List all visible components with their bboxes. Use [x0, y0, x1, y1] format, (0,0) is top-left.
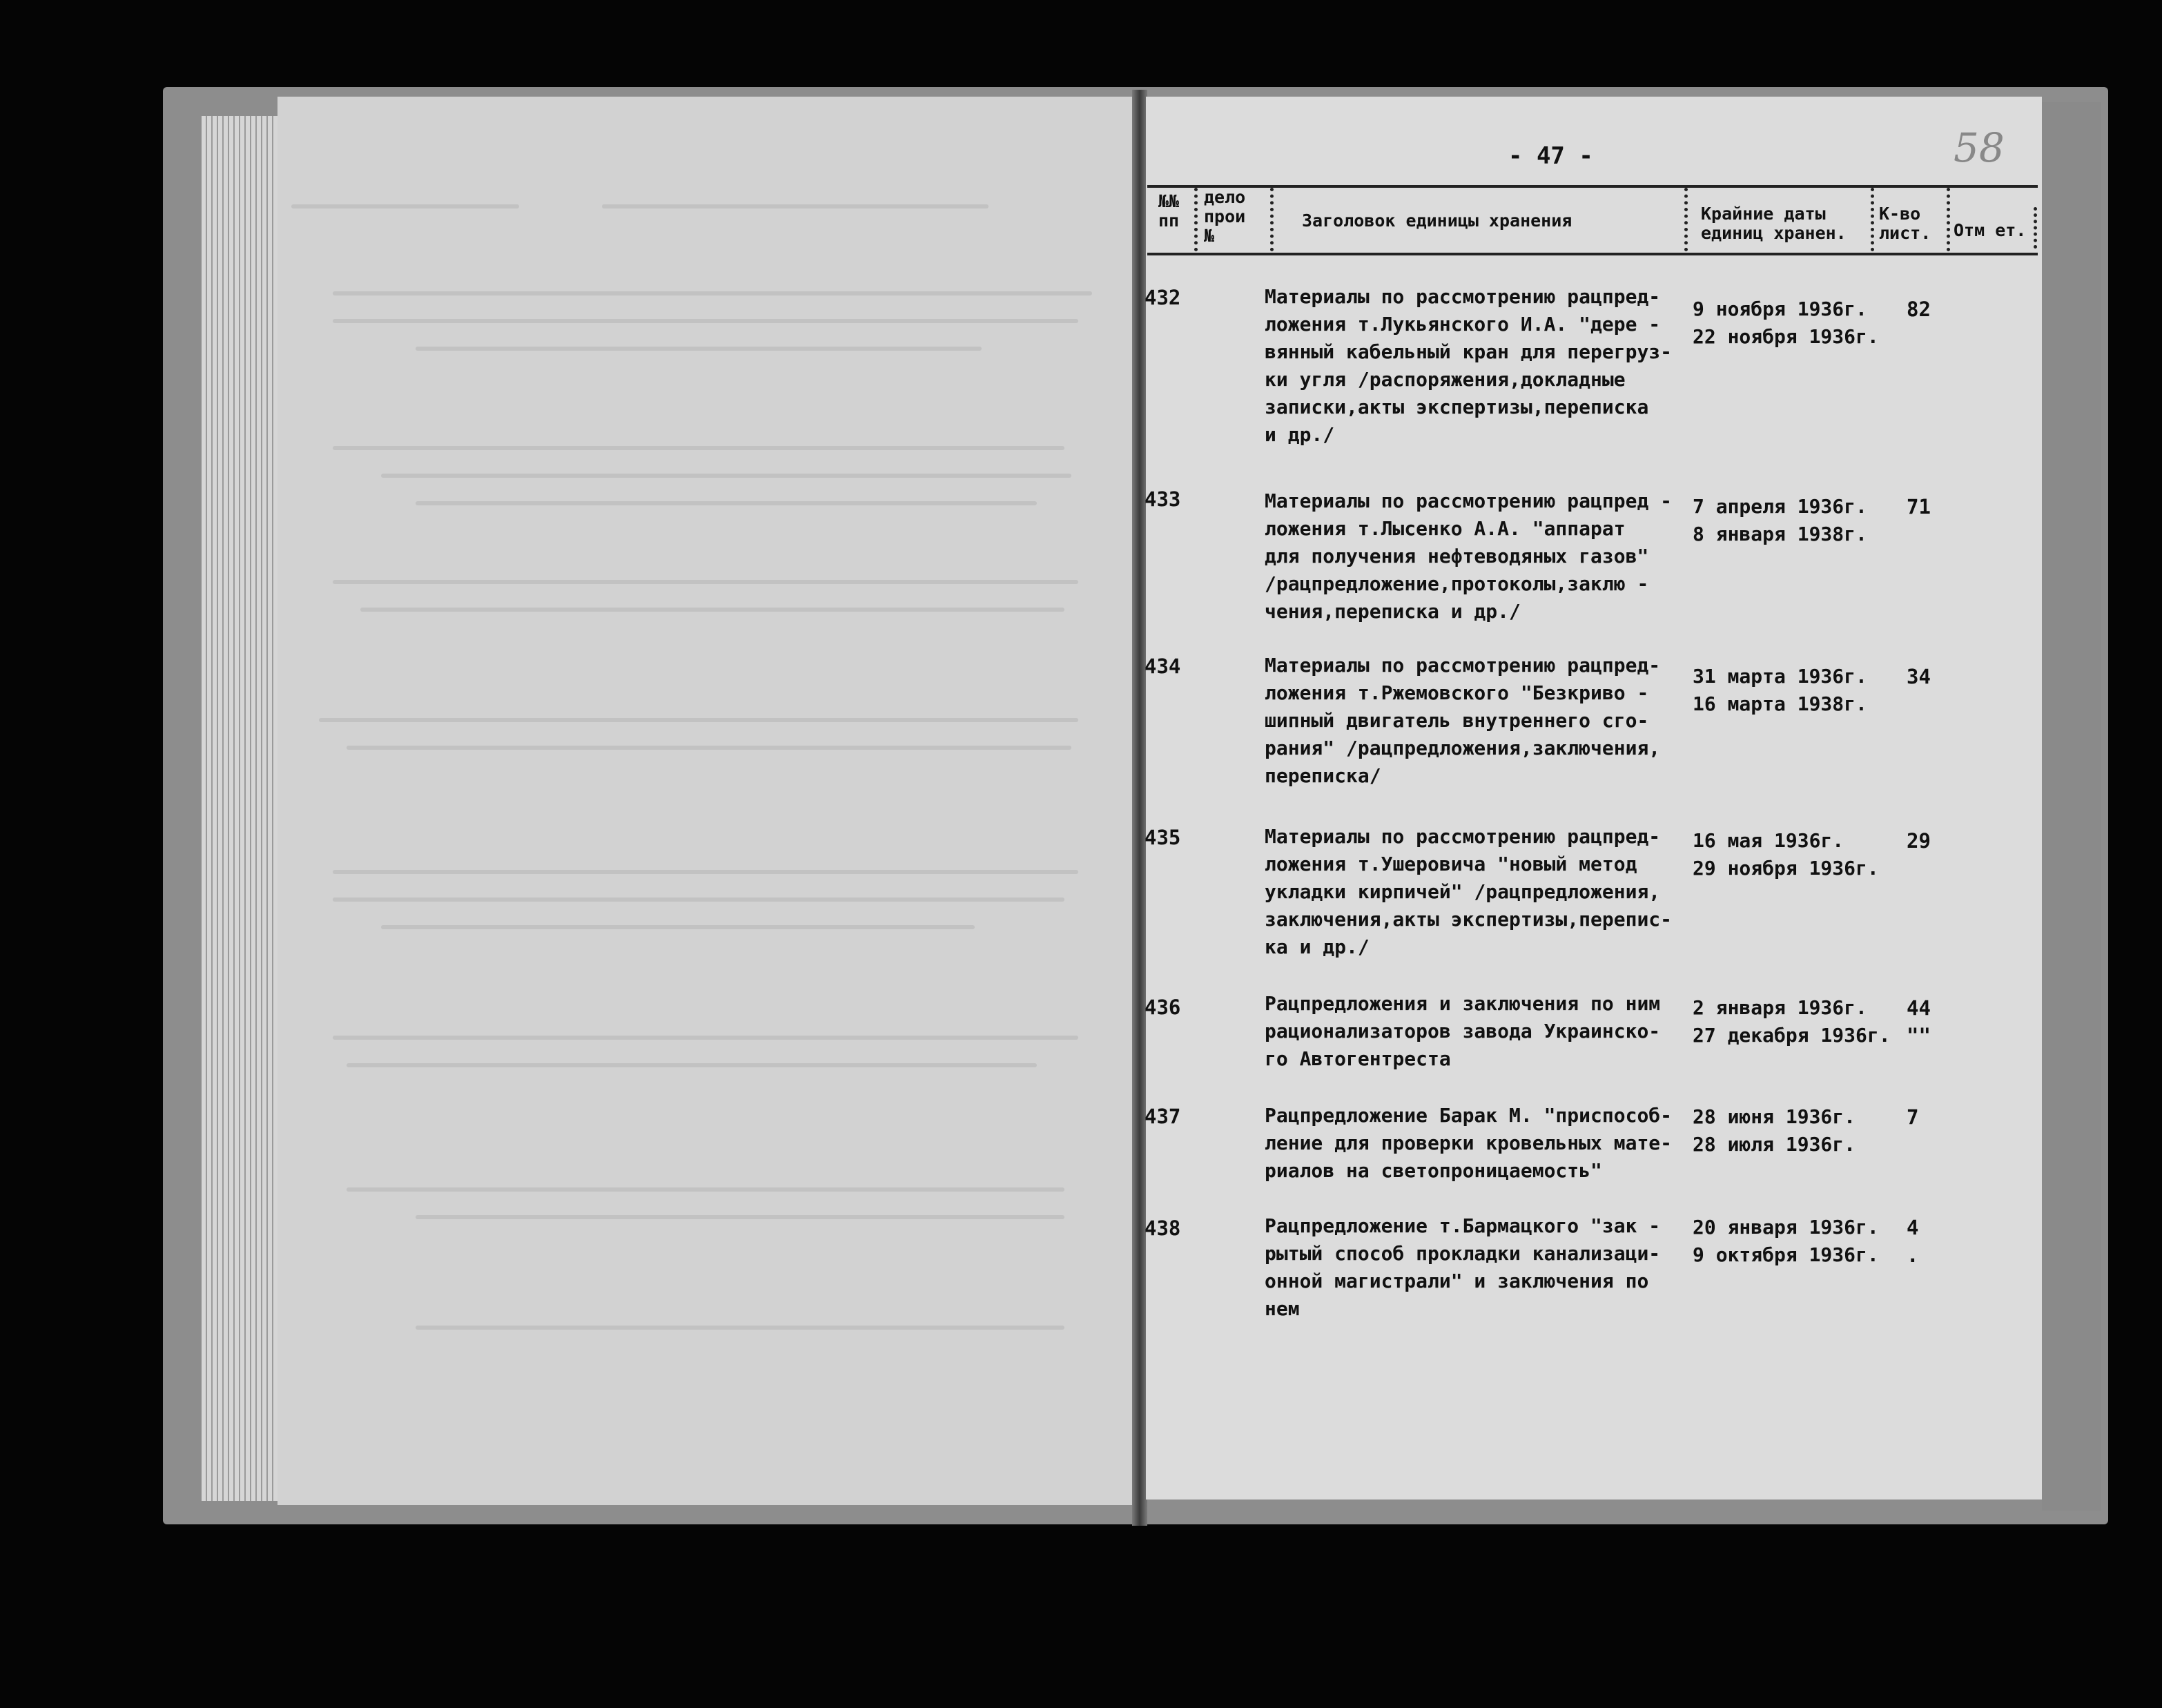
row-title: Материалы по рассмотрению рацпред- ложения т.Лукьянского И.А. "дере - вянный кабельный кран для перегруз- ки угля /распоряжения,докладные записки,акты экспертизы,переписка и др./	[1265, 285, 1673, 446]
bleed-through-line	[347, 1063, 1037, 1067]
row-item-number: 436	[1145, 996, 1181, 1019]
header-separator	[1947, 188, 1950, 251]
bleed-through-line	[416, 1215, 1064, 1219]
bleed-through-line	[333, 319, 1078, 323]
bleed-through-line	[381, 925, 975, 929]
row-sheet-count: 4 .	[1907, 1216, 1919, 1267]
bleed-through-line	[602, 204, 989, 208]
row-title: Материалы по рассмотрению рацпред - ложения т.Лысенко А.А. "аппарат для получения нефтеводяных газов" /рацпредложение,протоколы,заклю - чения,переписка и др./	[1265, 489, 1673, 623]
bleed-through-line	[347, 746, 1071, 750]
row-sheet-count: 7	[1907, 1105, 1919, 1129]
bleed-through-line	[360, 608, 1064, 612]
row-sheet-count: 34	[1907, 665, 1931, 688]
row-dates: 7 апреля 1936г. 8 января 1938г.	[1693, 495, 1867, 545]
row-title: Рацпредложение т.Бармацкого "зак - рытый способ прокладки канализаци- онной магистрали" и заключения по нем	[1265, 1214, 1661, 1320]
bleed-through-line	[333, 870, 1078, 874]
row-sheet-count: 44 ""	[1907, 996, 1931, 1047]
header-top-rule	[1147, 185, 2038, 188]
header-separator	[1270, 188, 1274, 251]
bleed-through-line	[381, 474, 1071, 478]
bleed-through-line	[333, 897, 1064, 902]
bleed-through-line	[347, 1187, 1064, 1192]
left-page-blank	[277, 97, 1142, 1505]
row-sheet-count: 82	[1907, 298, 1931, 321]
bleed-through-line	[416, 347, 982, 351]
row-title: Материалы по рассмотрению рацпред- ложения т.Ржемовского "Безкриво - шипный двигатель внутреннего сго- рания" /рацпредложения,заключения, переписка/	[1265, 654, 1661, 787]
header-separator	[1194, 188, 1198, 251]
row-item-number: 434	[1145, 654, 1181, 678]
row-item-number: 437	[1145, 1105, 1181, 1128]
page-edges	[202, 116, 284, 1501]
row-title: Рацпредложение Барак М. "приспособ- ление для проверки кровельных мате- риалов на светопроницаемость"	[1265, 1104, 1673, 1182]
bleed-through-line	[319, 718, 1078, 722]
header-bottom-rule	[1147, 253, 2038, 255]
row-dates: 28 июня 1936г. 28 июля 1936г.	[1693, 1105, 1856, 1156]
column-header-dates: Крайние даты единиц хранен.	[1701, 204, 1847, 243]
bleed-through-line	[416, 501, 1037, 505]
row-item-number: 438	[1145, 1216, 1181, 1240]
cover-edge-right	[2042, 102, 2101, 1511]
row-item-number: 433	[1145, 487, 1181, 511]
column-header-sheet-count: К-во лист.	[1879, 204, 1931, 243]
page-number: - 47 -	[1508, 142, 1593, 170]
bleed-through-line	[291, 204, 519, 208]
column-header-notes: Отм ет.	[1954, 220, 2027, 240]
row-dates: 2 января 1936г. 27 декабря 1936г.	[1693, 996, 1891, 1047]
bleed-through-line	[333, 1036, 1078, 1040]
row-item-number: 435	[1145, 826, 1181, 849]
bleed-through-line	[333, 446, 1064, 450]
row-dates: 9 ноября 1936г. 22 ноября 1936г.	[1693, 298, 1879, 348]
row-dates: 31 марта 1936г. 16 марта 1938г.	[1693, 665, 1867, 715]
column-header-item-number: №№ пп	[1158, 191, 1180, 231]
column-header-case-number: дело прои №	[1204, 187, 1246, 246]
bleed-through-line	[333, 580, 1078, 584]
row-title: Рацпредложения и заключения по ним рационализаторов завода Украинско- го Автогентреста	[1265, 992, 1661, 1070]
row-sheet-count: 29	[1907, 829, 1931, 853]
row-dates: 20 января 1936г. 9 октября 1936г.	[1693, 1216, 1879, 1266]
row-title: Материалы по рассмотрению рацпред- ложения т.Ушеровича "новый метод укладки кирпичей" /рацпредложения, заключения,акты экспертизы,перепис- ка и др./	[1265, 825, 1673, 958]
bleed-through-line	[416, 1326, 1064, 1330]
bleed-through-line	[333, 291, 1092, 295]
header-separator	[1871, 188, 1874, 251]
column-header-title: Заголовок единицы хранения	[1302, 211, 1572, 231]
row-sheet-count: 71	[1907, 495, 1931, 518]
row-dates: 16 мая 1936г. 29 ноября 1936г.	[1693, 829, 1879, 880]
header-separator	[2034, 207, 2037, 249]
row-item-number: 432	[1145, 286, 1181, 309]
header-separator	[1684, 188, 1688, 251]
handwritten-folio-number: 58	[1954, 124, 2005, 171]
